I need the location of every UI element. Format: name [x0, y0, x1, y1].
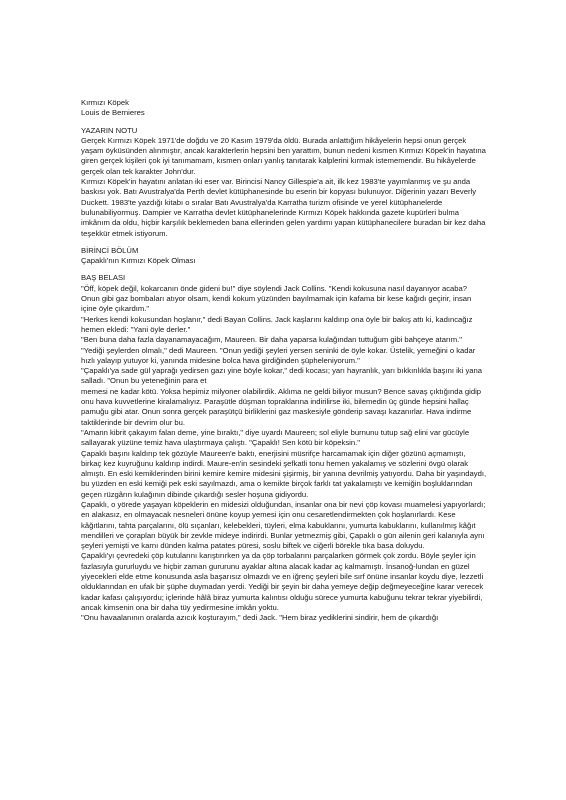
- chapter-label: BİRİNCİ BÖLÜM: [81, 245, 139, 255]
- author-note: [81, 126, 487, 239]
- section-paragraph: "Ben buna daha fazla dayanamayacağım, Maureen. Bir daha yaparsa kulağından tuttuğum gibi bahçeye atarım.": [81, 335, 462, 345]
- section-paragraph: "Amann kibrit çakayım falan deme, yine bıraktı," diye uyardı Maureen; sol eliyle burnunu tutup sağ elini var gücüyle sallayarak yüzüne temiz hava ulaştırmaya çalıştı. "Çapaklı! Sen kötü bir köpeksin.": [81, 427, 470, 448]
- book-header: [81, 98, 487, 119]
- book-title: Kırmızı Köpek: [81, 98, 129, 107]
- section-paragraph: "Öff, köpek değil, kokarcanın önde gideni bu!" diye söylendi Jack Collins. "Kendi kokusuna nasıl dayanıyor acaba? Onun gibi gaz bombaları atıyor olsam, kendi kokum yüzünden bayılmamak için kafama bir kese kağıdı geçirir, insan içine öyle çıkardım.": [81, 283, 472, 314]
- spacer: [81, 239, 487, 246]
- document-body: [81, 98, 487, 624]
- section: [81, 273, 487, 623]
- section-paragraph: Çapaklı başını kaldırıp tek gözüyle Maureen'e baktı, enerjisini müsrifçe harcamamak için diğer gözünü açmamıştı, birkaç kez kuyruğunu kaldırıp indirdi. Maure-en'in sesindeki şefkatli tonu hemen yakalamış ve sözlerini övgü olarak almıştı. En eski kemiklerinden birini kemire kemire midesini şişirmiş, bir yanına devrilmiş yatıyordu. Daha bir yaşındaydı, bu yüzden en eski kemiği pek eski sayılmazdı, ama o kemikte birçok farklı tat yakalamıştı ve kemiğin boşluklarından geçen rüzgârın kulağının dibinde çıkardığı sesler hoşuna gidiyordu.: [81, 448, 487, 499]
- author-note-heading: YAZARIN NOTU: [81, 125, 138, 135]
- section-paragraph: memesi ne kadar kötü. Yoksa hepimiz milyoner olabilirdik. Aklıma ne geldi biliyor musun? Bence savaş çıktığında gidip onu hava kuvvetlerine kiralamalıyız. Paraşütle düşman topraklarına indirilirse iki, bilemedin üç günde hepsini hallaç pamuğu gibi atar. Onun sonra gerçek paraşütçü birliklerini gaz maskesiyle gönderip savaşı kazanırlar. Hava indirme taktiklerinde bir devrim olur bu.: [81, 386, 482, 427]
- section-paragraph: "Yediği şeylerden olmalı," dedi Maureen. "Onun yediği şeyleri yersen seninki de öyle kokar. Üstelik, yemeğini o kadar hızlı yalayıp yutuyor ki, yanında midesine bolca hava girdiğinden şüpheleniyorum.": [81, 345, 476, 365]
- chapter-header: [81, 246, 487, 267]
- chapter-title: Çapaklı'nın Kırmızı Köpek Olması: [81, 256, 196, 266]
- section-paragraph: "Çapaklı'ya sade gül yaprağı yedirsen gazı yine böyle kokar," dedi kocası; yarı hayranlık, yarı bıkkınlıkla başını iki yana salladı. "Onun bu yeteneğinin para et: [81, 366, 483, 386]
- section-paragraph: Çapaklı, o yörede yaşayan köpeklerin en midesizi olduğundan, insanlar ona bir nevi çöp kovası muamelesi yapıyorlardı; en alakasız, en olmayacak nesneleri önüne koyup yemesi için onu cesaretlendirmekten çok hoşlanırlardı. Kese kâğıtlarını, tahta parçalarını, ölü sıçanları, kelebekleri, tüyleri, elma kabuklarını, yumurta kabuklarını, kullanılmış kâğıt mendilleri ve çorapları büyük bir zevkle mideye indirirdi. Bunlar yetmezmiş gibi, Çapaklı o gün ailenin geri kalanıyla aynı şeyleri yemişti ve karnı dünden kalma patates püresi, soslu biftek ve ciğerli börekle tıka basa doluydu.: [81, 499, 486, 551]
- author-note-paragraph: Kırmızı Köpek'in hayatını anlatan iki eser var. Birincisi Nancy Gillespie'a ait, ilk kez 1983'te yayımlanmış ve şu anda baskısı yok. Batı Avustralya'da Perth devlet kütüphanesinde bu eserin bir kopyası bulunuyor. Diğerinin yazarı Beverly Duckett. 1983'te yazdığı kitabı o sıralar Batı Avustralya'da Karratha turizm ofisinde ve yerel kütüphanelerde bulunabiliyormuş. Dampier ve Karratha devlet kütüphanelerinde Kırmızı Köpek hakkında gazete kupürleri bulma imkânım da oldu, hiçbir karşılık beklemeden bana ellerinden gelen yardımı yapan kütüphanecilere buradan bir kez daha teşekkür etmek istiyorum.: [81, 177, 486, 238]
- section-paragraph: "Onu havaalanının oralarda azıcık koşturayım," dedi Jack. "Hem biraz yediklerini sindirir, hem de çıkardığı: [81, 613, 439, 623]
- spacer: [81, 119, 487, 126]
- book-author: Louis de Bernieres: [81, 108, 145, 118]
- author-note-paragraph: Gerçek Kırmızı Köpek 1971'de doğdu ve 20 Kasım 1979'da öldü. Burada anlattığım hikâyelerin hepsi onun gerçek yaşam öyküsünden alınmıştır, ancak karakterlerin hepsini ben yarattım, bunun nedeni kısmen Kırmızı Köpek'in hayatına giren gerçek kişileri çok iyi tanımamam, kısmen onları yanlış tanıtarak kalplerini kırmak istememendir. Bu hikâyelerde gerçek olan tek karakter John'dur.: [81, 135, 486, 176]
- spacer: [81, 266, 487, 273]
- section-paragraph: Çapaklı'yı çevredeki çöp kutularını karıştırırken ya da çöp torbalarını parçalarken görmek çok zordu. Böyle şeyler için fazlasıyla gururluydu ve hiçbir zaman gururunu ayaklar altına alacak kadar aç kalmamıştı. İnsanoğ-lundan en güzel yiyecekleri elde etme konusunda asla başarısız olmazdı ve en iğrenç şeyleri bile sırf önüne insanlar koydu diye, lezzetli olduklarından en ufak bir şüphe duymadan yerdi. Yediği bir şeyin bir daha yemeye değip değmeyeceğine karar verecek kadar kafası çalışıyordu; içlerinde hâlâ biraz yumurta kalıntısı olduğu sürece yumurta kabuğunu tekrar tekrar yiyebilirdi, ancak kimsenin ona bir daha tüy yedirmesine imkân yoktu.: [81, 551, 484, 612]
- section-paragraph: "Herkes kendi kokusundan hoşlanır," dedi Bayan Collins. Jack kaşlarını kaldırıp ona öyle bir bakış attı ki, kadıncağız hemen ekledi: "Yani öyle derler.": [81, 314, 473, 334]
- section-heading: BAŞ BELASI: [81, 273, 126, 283]
